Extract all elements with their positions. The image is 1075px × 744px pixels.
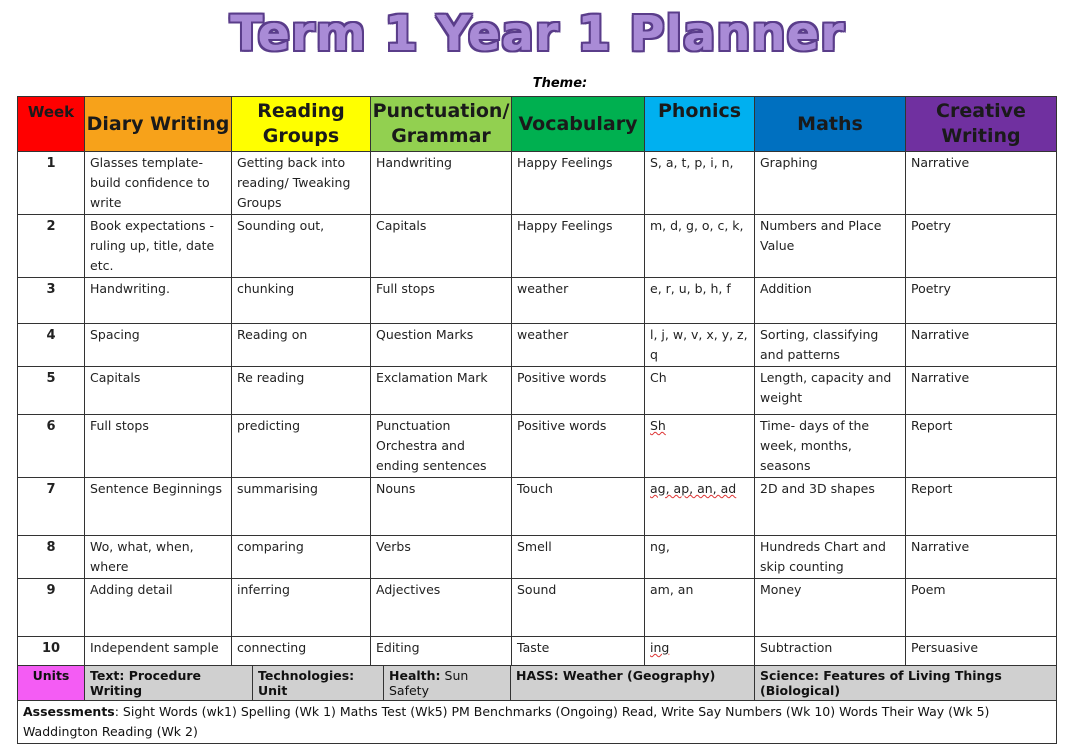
vocabulary-cell: weather xyxy=(512,278,645,324)
phonics-cell: ng, xyxy=(645,536,755,579)
footer-table xyxy=(17,665,1057,744)
table-row xyxy=(18,536,1057,579)
phonics-cell: e, r, u, b, h, f xyxy=(645,278,755,324)
assessments-row xyxy=(18,701,1057,744)
header-creative-writing xyxy=(906,97,1057,152)
week-cell: 8 xyxy=(18,536,85,579)
punctuation-cell: Verbs xyxy=(371,536,512,579)
header-phonics-label: Phonics xyxy=(657,100,742,122)
units-health-label: Health: xyxy=(389,668,441,683)
punctuation-cell: Editing xyxy=(371,637,512,667)
header-week xyxy=(18,97,85,152)
header-creative-label: Creative Writing xyxy=(936,100,1026,147)
week-cell: 3 xyxy=(18,278,85,324)
punctuation-cell: Nouns xyxy=(371,478,512,536)
reading-cell: summarising xyxy=(232,478,371,536)
maths-cell: Length, capacity and weight xyxy=(755,367,906,415)
creative-cell: Narrative xyxy=(906,536,1057,579)
header-punct-label: Punctuation/ Grammar xyxy=(372,100,510,147)
maths-cell: Time- days of the week, months, seasons xyxy=(755,415,906,478)
maths-cell: Sorting, classifying and patterns xyxy=(755,324,906,367)
units-label: Units xyxy=(18,666,85,701)
vocabulary-cell: Smell xyxy=(512,536,645,579)
creative-cell: Report xyxy=(906,415,1057,478)
creative-cell: Poetry xyxy=(906,215,1057,278)
reading-cell: Re reading xyxy=(232,367,371,415)
week-cell: 2 xyxy=(18,215,85,278)
vocabulary-cell: Taste xyxy=(512,637,645,667)
units-technologies: Technologies: Unit xyxy=(253,666,384,701)
units-science: Science: Features of Living Things (Biological) xyxy=(755,666,1057,701)
header-maths-label: Maths xyxy=(797,112,863,135)
header-week-label: Week xyxy=(27,103,75,121)
week-cell: 1 xyxy=(18,152,85,215)
header-vocab-label: Vocabulary xyxy=(518,112,638,135)
creative-cell: Poem xyxy=(906,579,1057,637)
reading-cell: chunking xyxy=(232,278,371,324)
maths-cell: Graphing xyxy=(755,152,906,215)
week-cell: 5 xyxy=(18,367,85,415)
diary-cell: Full stops xyxy=(85,415,232,478)
week-cell: 6 xyxy=(18,415,85,478)
maths-cell: Hundreds Chart and skip counting xyxy=(755,536,906,579)
diary-cell: Sentence Beginnings xyxy=(85,478,232,536)
table-row xyxy=(18,415,1057,478)
week-cell: 4 xyxy=(18,324,85,367)
table-row xyxy=(18,215,1057,278)
reading-cell: predicting xyxy=(232,415,371,478)
punctuation-cell: Punctuation Orchestra and ending sentences xyxy=(371,415,512,478)
table-row xyxy=(18,324,1057,367)
units-text: Text: Procedure Writing xyxy=(85,666,253,701)
maths-cell: Subtraction xyxy=(755,637,906,667)
punctuation-cell: Exclamation Mark xyxy=(371,367,512,415)
maths-cell: Numbers and Place Value xyxy=(755,215,906,278)
table-row xyxy=(18,367,1057,415)
phonics-cell: Sh xyxy=(645,415,755,478)
header-vocabulary xyxy=(512,97,645,152)
theme-label: Theme: xyxy=(532,76,588,91)
phonics-cell: S, a, t, p, i, n, xyxy=(645,152,755,215)
table-row xyxy=(18,152,1057,215)
reading-cell: Sounding out, xyxy=(232,215,371,278)
week-cell: 7 xyxy=(18,478,85,536)
punctuation-cell: Handwriting xyxy=(371,152,512,215)
creative-cell: Narrative xyxy=(906,367,1057,415)
units-row xyxy=(18,666,1057,701)
phonics-cell: Ch xyxy=(645,367,755,415)
units-health-value: Sun Safety xyxy=(389,668,469,698)
punctuation-cell: Full stops xyxy=(371,278,512,324)
vocabulary-cell: Touch xyxy=(512,478,645,536)
table-row xyxy=(18,579,1057,637)
vocabulary-cell: Positive words xyxy=(512,367,645,415)
punctuation-cell: Capitals xyxy=(371,215,512,278)
creative-cell: Narrative xyxy=(906,152,1057,215)
week-cell: 9 xyxy=(18,579,85,637)
units-hass: HASS: Weather (Geography) xyxy=(511,666,755,701)
vocabulary-cell: weather xyxy=(512,324,645,367)
table-row xyxy=(18,478,1057,536)
header-reading-label: Reading Groups xyxy=(257,100,345,147)
phonics-cell: am, an xyxy=(645,579,755,637)
header-diary-writing xyxy=(85,97,232,152)
phonics-cell: l, j, w, v, x, y, z, q xyxy=(645,324,755,367)
diary-cell: Independent sample xyxy=(85,637,232,667)
header-row xyxy=(18,97,1057,152)
units-health xyxy=(384,666,511,701)
punctuation-cell: Adjectives xyxy=(371,579,512,637)
phonics-cell: m, d, g, o, c, k, xyxy=(645,215,755,278)
reading-cell: Getting back into reading/ Tweaking Groups xyxy=(232,152,371,215)
header-punctuation-grammar xyxy=(371,97,512,152)
reading-cell: inferring xyxy=(232,579,371,637)
table-row xyxy=(18,278,1057,324)
phonics-cell: ing xyxy=(645,637,755,667)
assessments-cell xyxy=(18,701,1057,744)
vocabulary-cell: Positive words xyxy=(512,415,645,478)
table-row xyxy=(18,637,1057,667)
creative-cell: Poetry xyxy=(906,278,1057,324)
vocabulary-cell: Happy Feelings xyxy=(512,215,645,278)
maths-cell: Addition xyxy=(755,278,906,324)
planner-table xyxy=(17,96,1057,667)
header-maths xyxy=(755,97,906,152)
reading-cell: Reading on xyxy=(232,324,371,367)
week-cell: 10 xyxy=(18,637,85,667)
diary-cell: Capitals xyxy=(85,367,232,415)
assessments-text: : Sight Words (wk1) Spelling (Wk 1) Maths Test (Wk5) PM Benchmarks (Ongoing) Read, Write Say Numbers (Wk 10) Words Their Way (Wk 5) Waddington Reading (Wk 2) xyxy=(23,704,990,739)
vocabulary-cell: Sound xyxy=(512,579,645,637)
diary-cell: Spacing xyxy=(85,324,232,367)
assessments-label: Assessments xyxy=(23,704,115,719)
diary-cell: Adding detail xyxy=(85,579,232,637)
maths-cell: Money xyxy=(755,579,906,637)
header-reading-groups xyxy=(232,97,371,152)
page-title: Term 1 Year 1 Planner xyxy=(230,6,845,62)
diary-cell: Handwriting. xyxy=(85,278,232,324)
header-diary-label: Diary Writing xyxy=(86,112,230,135)
reading-cell: connecting xyxy=(232,637,371,667)
creative-cell: Report xyxy=(906,478,1057,536)
reading-cell: comparing xyxy=(232,536,371,579)
diary-cell: Wo, what, when, where xyxy=(85,536,232,579)
phonics-cell: ag, ap, an, ad xyxy=(645,478,755,536)
header-phonics xyxy=(645,97,755,152)
diary-cell: Glasses template- build confidence to write xyxy=(85,152,232,215)
creative-cell: Persuasive xyxy=(906,637,1057,667)
vocabulary-cell: Happy Feelings xyxy=(512,152,645,215)
punctuation-cell: Question Marks xyxy=(371,324,512,367)
creative-cell: Narrative xyxy=(906,324,1057,367)
maths-cell: 2D and 3D shapes xyxy=(755,478,906,536)
diary-cell: Book expectations - ruling up, title, date etc. xyxy=(85,215,232,278)
